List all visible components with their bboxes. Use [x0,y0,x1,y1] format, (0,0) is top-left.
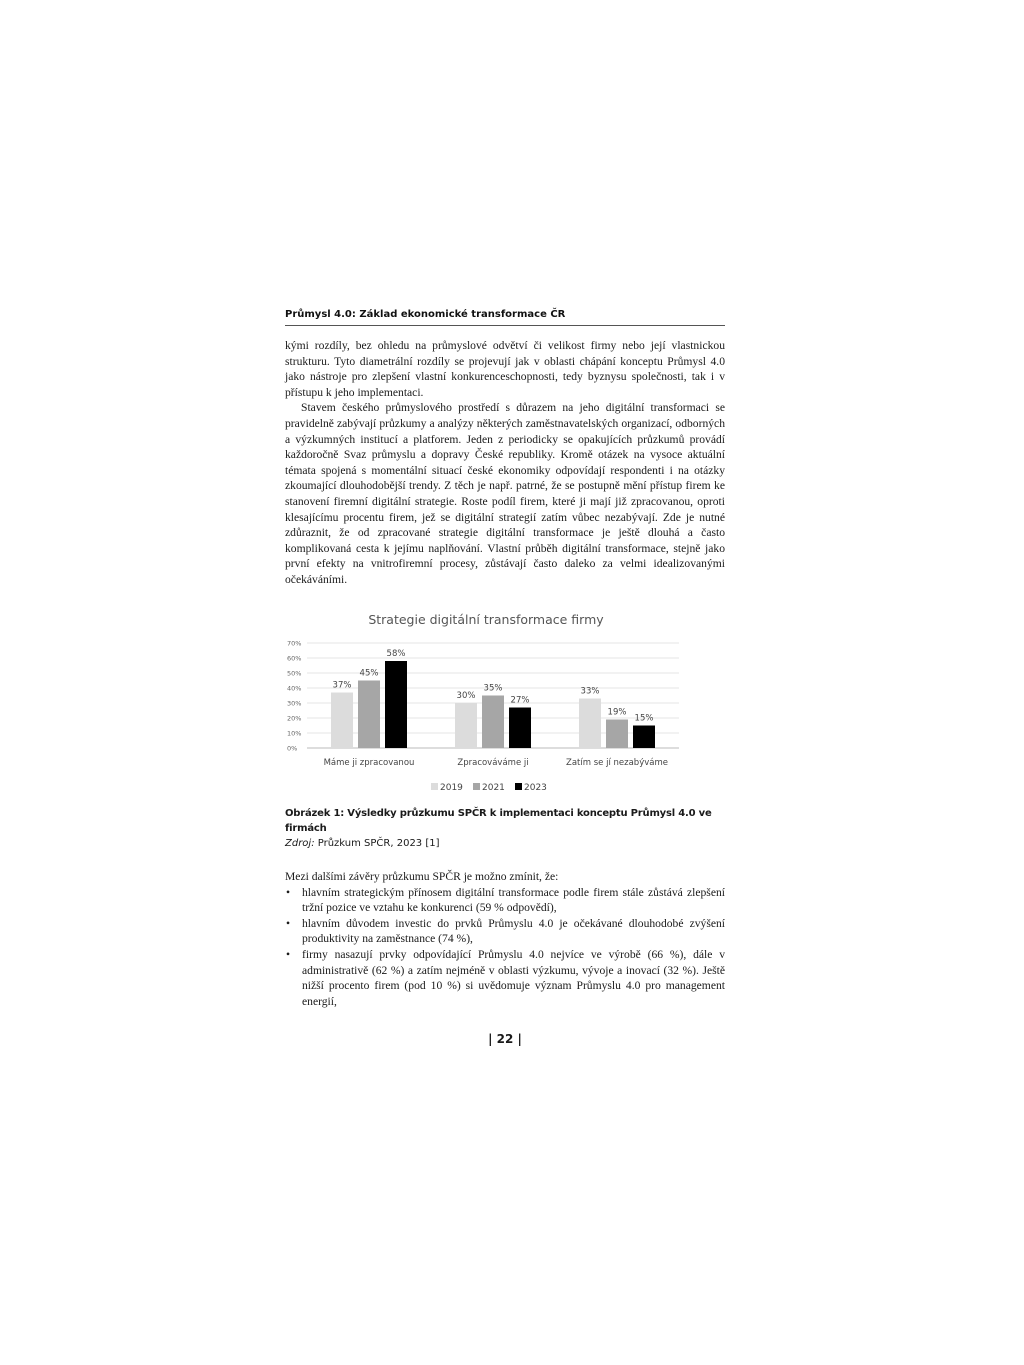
bar [579,699,601,749]
bar [606,720,628,749]
bullet-list [285,885,725,1010]
data-label: 35% [483,683,503,694]
running-head: Průmysl 4.0: Základ ekonomické transformace ČR [285,309,725,326]
list-item-text: hlavním strategickým přínosem digitální transformace podle firem stále zůstává zlepšení tržní pozice ve vztahu ke konkurenci (59 % odpovědí), [302,885,725,915]
list-item [285,885,725,916]
data-label: 30% [456,691,476,701]
bar [633,726,655,749]
data-label: 19% [607,707,627,718]
legend-label: 2021 [482,783,505,793]
list-intro: Mezi dalšími závěry průzkumu SPČR je možno zmínit, že: [285,870,559,883]
y-tick-label: 70% [287,639,302,648]
chart-title: Strategie digitální transformace firmy [368,612,604,627]
bar [358,681,380,749]
caption-title: Obrázek 1: Výsledky průzkumu SPČR k implementaci konceptu Průmysl 4.0 ve firmách [285,808,712,834]
paragraph: Stavem českého průmyslového prostředí s důrazem na jeho digitální transformaci se pravidelně zabývají průzkumy a analýzy některých zaměstnavatelských organizací, odborných a výzkumných institucí a platforem. Jeden z periodicky se opakujících průzkumů provádí každoročně Svaz průmyslu a dopravy České republiky. Kromě otázek na vysoce aktuální témata spojená s momentální situací české ekonomiky odpovídají respondenti i na otázky zkoumající dlouhodobější trendy. Z těch je např. patrné, že se postupně mění přístup firem ke stanovení firemní digitální strategie. Roste podíl firem, které ji mají již zpracovanou, oproti klesajícímu procentu firem, jež se digitální strategií zatím vůbec nezabývají. Zde je nutné zdůraznit, že od zpracované strategie digitální transformace je ještě dlouhá a často komplikovaná cesta k jejímu naplňování. Vlastní průběh digitální transformace, stejně jako první efekty na vnitrofiremní procesy, zůstávají často daleko za velmi idealizovanými očekáváními. [285,401,725,586]
y-tick-label: 20% [287,714,302,723]
data-label: 37% [332,680,352,691]
legend-label: 2019 [440,783,463,793]
legend-swatch [515,783,522,790]
bar [331,693,353,749]
bar-chart [285,606,725,796]
x-tick-label: Zpracováváme ji [457,758,529,768]
legend-swatch [473,783,480,790]
caption-source-label: Zdroj: [285,838,315,849]
figure-caption [285,806,725,851]
list-item [285,947,725,1009]
data-label: 27% [510,695,530,706]
data-label: 58% [386,649,406,659]
y-tick-label: 60% [287,654,302,663]
data-label: 45% [359,668,379,679]
page-number: | 22 | [488,1032,522,1046]
caption-source [285,836,725,851]
data-label: 15% [634,713,654,724]
legend-label: 2023 [524,783,547,793]
bar-chart-svg [285,606,725,796]
list-item [285,916,725,947]
x-tick-label: Zatím se jí nezabýváme [566,758,668,768]
bar [509,708,531,749]
bar [385,661,407,748]
data-label: 33% [580,686,600,697]
y-tick-label: 0% [287,744,298,753]
y-tick-label: 10% [287,729,302,738]
bar [482,696,504,749]
paragraph: kými rozdíly, bez ohledu na průmyslové odvětví či velikost firmy nebo její vlastnickou strukturu. Tyto diametrální rozdíly se projevují jak v oblasti chápání konceptu Průmysl 4.0 jako nástroje pro zlepšení vlastní konkurenceschopnosti, tedy byznysu společnosti, tak i v přístupu k jeho implementaci. [285,339,725,399]
bullet-icon: • [286,916,291,930]
caption-source-text: Průzkum SPČR, 2023 [1] [314,838,440,849]
bullet-icon: • [286,885,291,899]
legend-swatch [431,783,438,790]
list-item-text: hlavním důvodem investic do prvků Průmyslu 4.0 je očekávané dlouhodobé zvýšení produktivity na zaměstnance (74 %), [302,916,725,946]
x-tick-label: Máme ji zpracovanou [323,758,415,768]
bullet-icon: • [286,947,291,961]
y-tick-label: 40% [287,684,302,693]
y-tick-label: 50% [287,669,302,678]
bar [455,703,477,748]
body-paragraphs [285,338,725,588]
y-tick-label: 30% [287,699,302,708]
lower-text [285,869,725,1009]
list-item-text: firmy nasazují prvky odpovídající Průmyslu 4.0 nejvíce ve výrobě (66 %), dále v administrativě (62 %) a zatím nejméně v oblasti výzkumu, vývoje a inovací (32 %). Ještě nižší procento firem (pod 10 %) si uvědomuje význam Průmyslu 4.0 pro management energií, [302,947,725,1008]
